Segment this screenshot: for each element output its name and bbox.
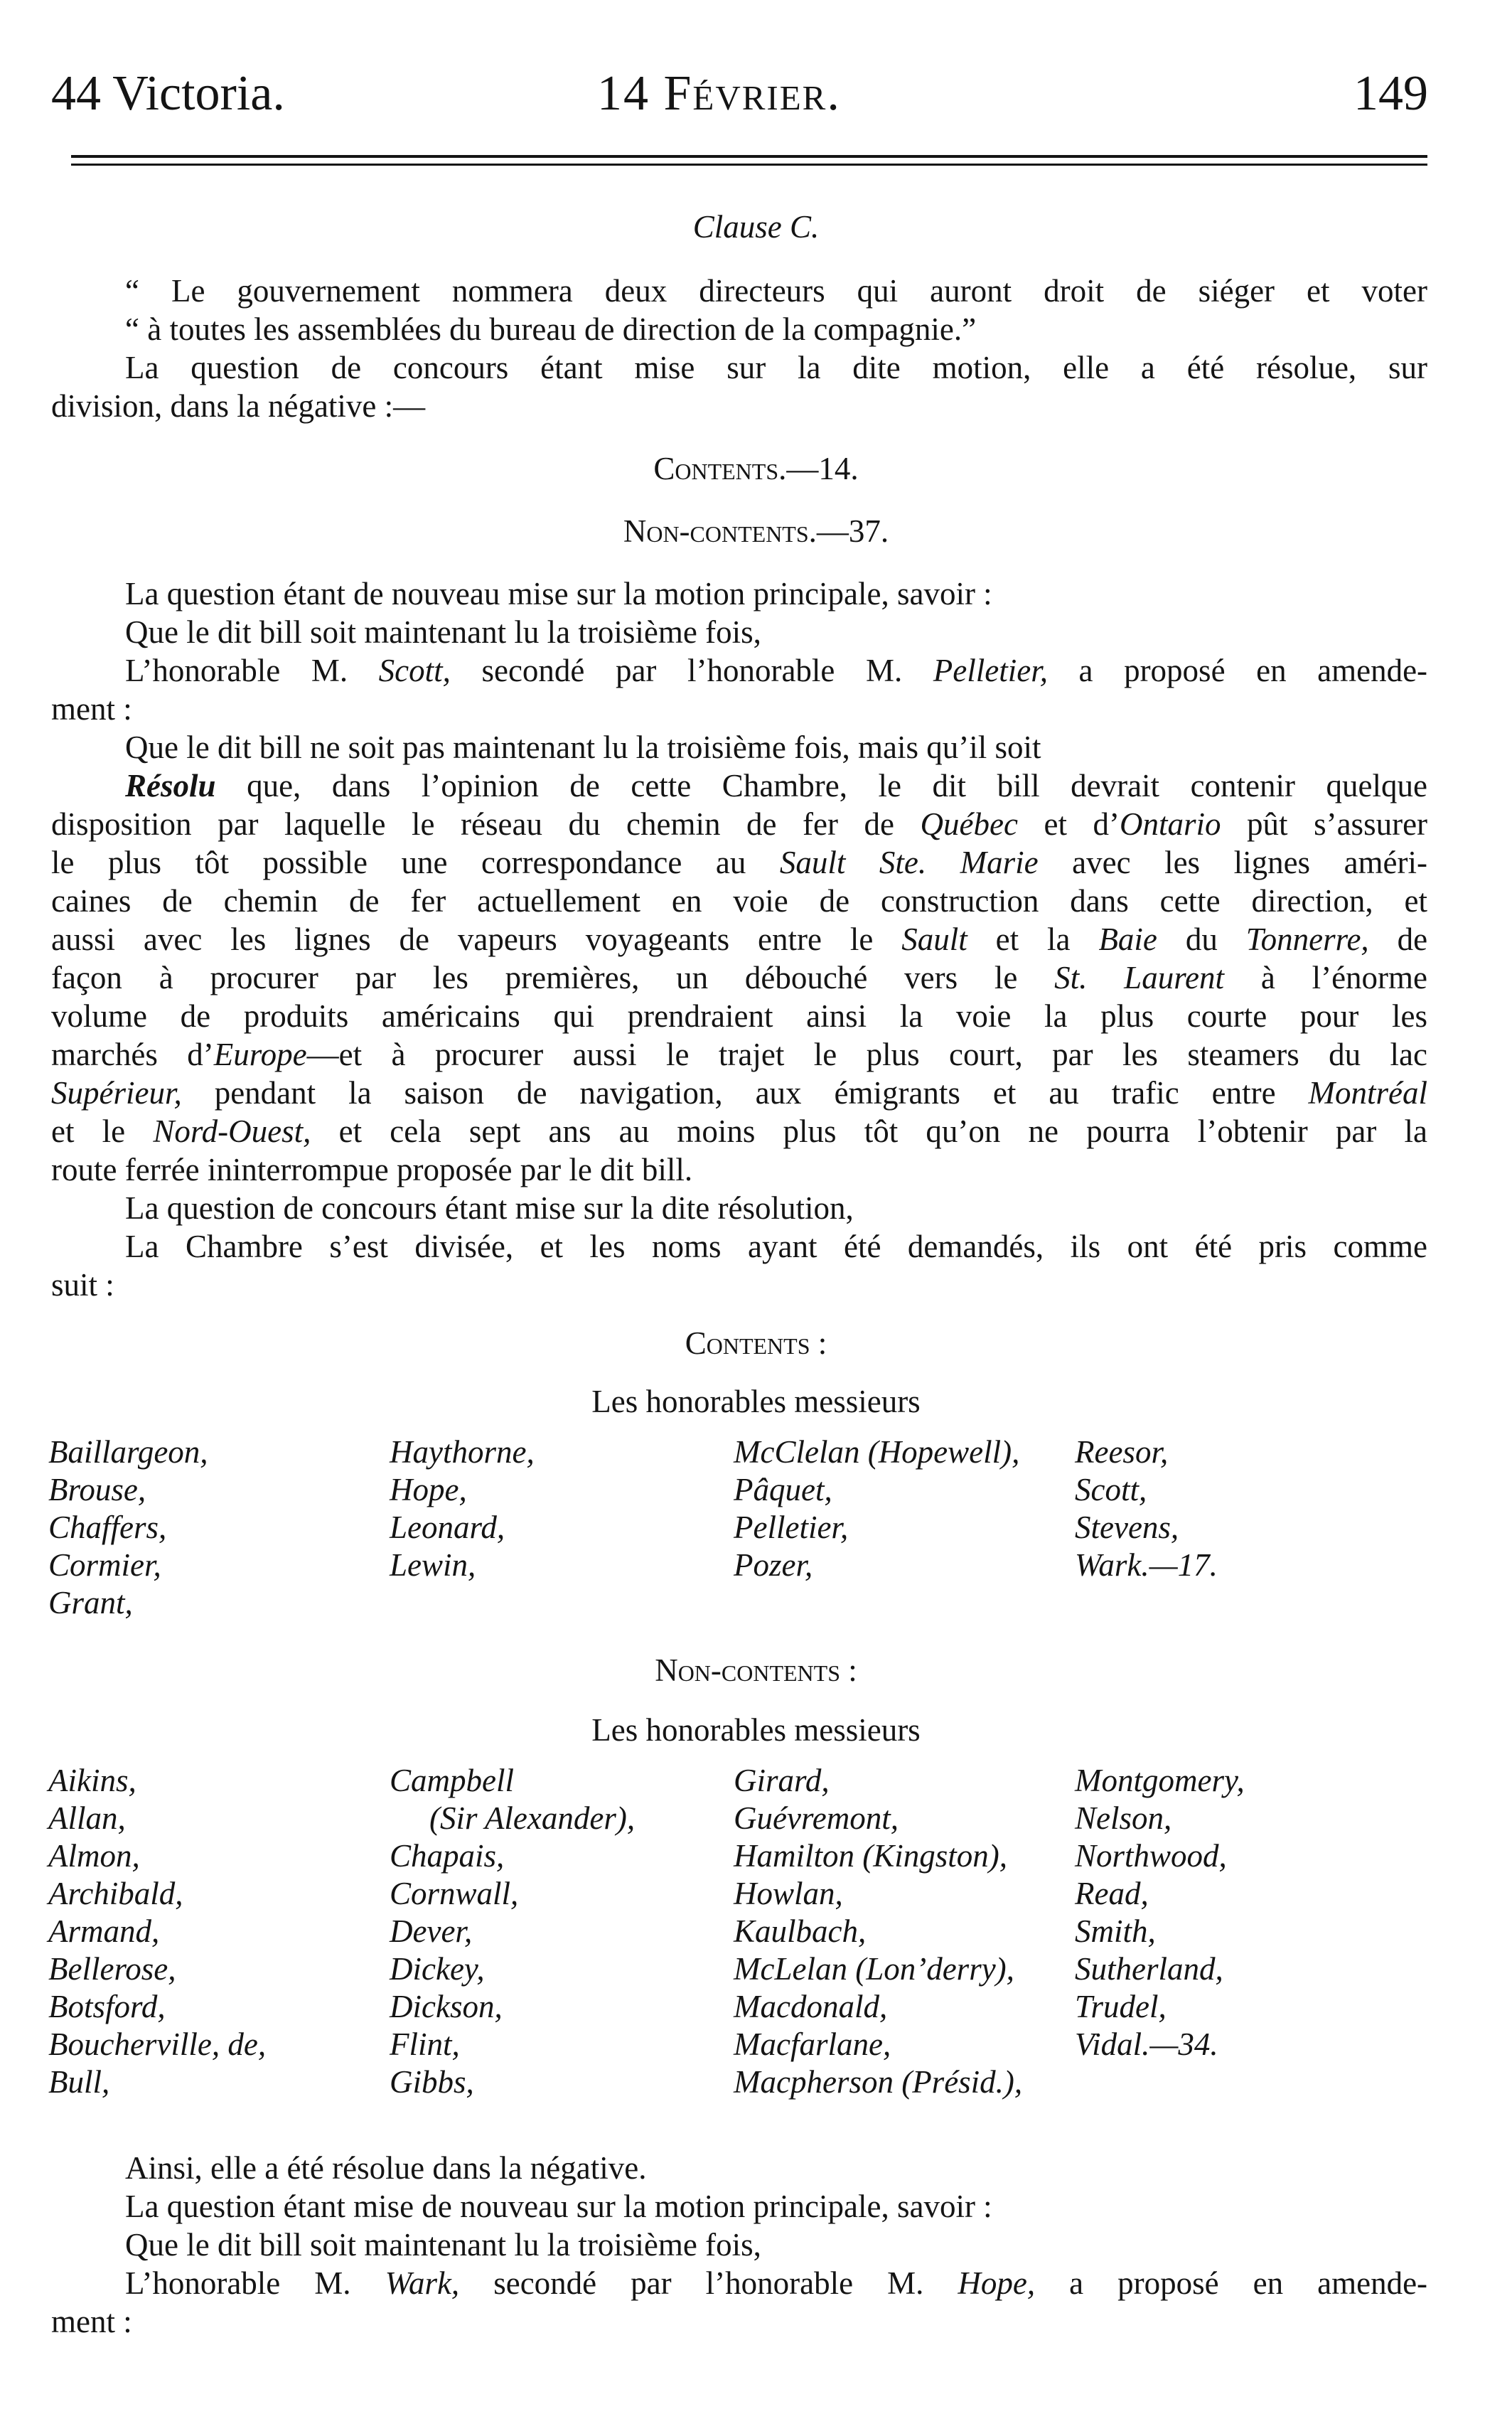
resolved-word: Résolu xyxy=(125,768,216,803)
place-name: Baie xyxy=(1098,922,1157,957)
resolution-line xyxy=(51,843,1427,882)
member-name: Bellerose, xyxy=(48,1951,176,1987)
contents-column-1 xyxy=(48,1433,208,1622)
paragraph-line: Que le dit bill ne soit pas maintenant lu la troisième fois, mais qu’il soit xyxy=(125,730,1041,765)
text: pût s’assurer xyxy=(1247,806,1427,842)
place-name: Europe xyxy=(213,1037,307,1072)
paragraph-line: La question de concours étant mise sur la dite résolution, xyxy=(125,1190,854,1226)
text: aussi avec les lignes de vapeurs voyageants entre le xyxy=(51,922,874,957)
paragraph-line: division, dans la négative :— xyxy=(51,388,426,424)
text: façon à procurer par les premières, un débouché vers le xyxy=(51,960,1018,995)
header-rule-secondary xyxy=(71,164,1427,166)
text: marchés d’ xyxy=(51,1037,214,1072)
member-name: Guévremont, xyxy=(734,1800,899,1836)
honorables-heading: Les honorables messieurs xyxy=(591,1384,921,1419)
paragraph-line: La question étant de nouveau mise sur la motion principale, savoir : xyxy=(125,576,992,611)
member-name: Montgomery, xyxy=(1075,1763,1245,1798)
member-name: Hamilton (Kingston), xyxy=(734,1838,1008,1874)
non-contents-column-3 xyxy=(734,1762,1022,2101)
member-name: Leonard, xyxy=(390,1510,505,1545)
member-name: Grant, xyxy=(48,1585,133,1620)
text: L’honorable M. xyxy=(125,653,348,688)
member-name: Macpherson (Présid.), xyxy=(734,2064,1023,2100)
resolution-line: route ferrée ininterrompue proposée par le dit bill. xyxy=(51,1152,693,1187)
paragraph-line: La Chambre s’est divisée, et les noms ayant été demandés, ils ont été pris comme xyxy=(125,1229,1427,1264)
paragraph-line: Ainsi, elle a été résolue dans la négative. xyxy=(125,2150,647,2186)
place-name: St. Laurent xyxy=(1054,960,1225,995)
member-name: Baillargeon, xyxy=(48,1434,208,1470)
contents-count: Contents.—14. xyxy=(653,451,859,486)
member-name: Dickson, xyxy=(390,1989,503,2024)
member-name: Chaffers, xyxy=(48,1510,167,1545)
place-name: Montréal xyxy=(1308,1075,1427,1111)
contents-heading: Contents : xyxy=(685,1325,827,1361)
clause-text-line: “ à toutes les assemblées du bureau de direction de la compagnie.” xyxy=(125,311,977,347)
header-rule xyxy=(71,155,1427,158)
member-name: Dever, xyxy=(390,1913,473,1949)
paragraph-line: La question étant mise de nouveau sur la motion principale, savoir : xyxy=(125,2189,992,2224)
contents-column-2 xyxy=(390,1433,535,1584)
member-name: McLelan (Lon’derry), xyxy=(734,1951,1014,1987)
honorables-heading: Les honorables messieurs xyxy=(591,1712,921,1748)
text: et cela sept ans au moins plus tôt qu’on ne pourra l’obtenir par la xyxy=(338,1113,1427,1149)
member-name: Macdonald, xyxy=(734,1989,888,2024)
paragraph-line: Que le dit bill soit maintenant lu la troisième fois, xyxy=(125,2227,761,2263)
text: pendant la saison de navigation, aux émigrants et au trafic entre xyxy=(214,1075,1276,1111)
member-name: Trudel, xyxy=(1075,1989,1167,2024)
text: a proposé en amende- xyxy=(1069,2265,1427,2301)
member-name: Scott, xyxy=(378,653,451,688)
member-name: Gibbs, xyxy=(390,2064,474,2100)
member-name: Botsford, xyxy=(48,1989,166,2024)
resolution-line xyxy=(51,805,1427,843)
member-name: Aikins, xyxy=(48,1763,136,1798)
amendment-line: ment : xyxy=(51,691,132,727)
member-name: Lewin, xyxy=(390,1547,476,1583)
text: le plus tôt possible une correspondance au xyxy=(51,845,746,880)
member-name: Macfarlane, xyxy=(734,2026,891,2062)
text: et le xyxy=(51,1113,126,1149)
member-name: Nelson, xyxy=(1075,1800,1172,1836)
member-name: Reesor, xyxy=(1075,1434,1169,1470)
resolution-line: volume de produits américains qui prendraient ainsi la voie la plus courte pour les xyxy=(51,998,1427,1034)
member-name: (Sir Alexander), xyxy=(429,1800,636,1836)
resolution-line xyxy=(51,1074,1427,1112)
resolution-line xyxy=(51,1112,1427,1150)
member-name: Chapais, xyxy=(390,1838,505,1874)
text: secondé par l’honorable M. xyxy=(481,653,903,688)
date-day: 14 xyxy=(597,66,650,121)
member-name: Northwood, xyxy=(1075,1838,1227,1874)
member-name: Boucherville, de, xyxy=(48,2026,267,2062)
member-name: Smith, xyxy=(1075,1913,1156,1949)
member-name: Hope, xyxy=(390,1472,467,1507)
place-name: Ontario xyxy=(1119,806,1221,842)
non-contents-column-2 xyxy=(390,1762,635,2101)
member-name: Stevens, xyxy=(1075,1510,1179,1545)
member-name: Armand, xyxy=(48,1913,160,1949)
non-contents-column-4 xyxy=(1075,1762,1245,2063)
resolution-line xyxy=(125,767,1427,805)
text: —et à procurer aussi le trajet le plus court, par les steamers du lac xyxy=(306,1037,1427,1072)
text: L’honorable M. xyxy=(125,2265,351,2301)
place-name: Nord-Ouest, xyxy=(153,1113,311,1149)
member-name: Cormier, xyxy=(48,1547,161,1583)
paragraph-line: La question de concours étant mise sur la dite motion, elle a été résolue, sur xyxy=(125,350,1427,385)
member-name: Pelletier, xyxy=(933,653,1048,688)
member-name: Bull, xyxy=(48,2064,110,2100)
member-name: Read, xyxy=(1075,1876,1149,1911)
member-name: Flint, xyxy=(390,2026,460,2062)
contents-column-4 xyxy=(1075,1433,1218,1584)
member-name: Pelletier, xyxy=(734,1510,849,1545)
place-name: Sault xyxy=(901,922,967,957)
text: avec les lignes améri- xyxy=(1072,845,1427,880)
non-contents-count: Non-contents.—37. xyxy=(623,513,889,549)
resolution-line xyxy=(51,1035,1427,1074)
non-contents-heading: Non-contents : xyxy=(655,1652,857,1688)
resolution-line xyxy=(51,958,1427,997)
member-name: Cornwall, xyxy=(390,1876,519,1911)
clause-title: Clause C. xyxy=(692,209,820,245)
place-name: Sault Ste. Marie xyxy=(779,845,1039,880)
member-name: Wark, xyxy=(385,2265,460,2301)
member-name: Allan, xyxy=(48,1800,126,1836)
contents-column-3 xyxy=(734,1433,1019,1584)
member-name: Dickey, xyxy=(390,1951,485,1987)
running-head-left: 44 Victoria. xyxy=(51,66,285,121)
text: disposition par laquelle le réseau du chemin de fer de xyxy=(51,806,894,842)
member-name: Pozer, xyxy=(734,1547,813,1583)
member-name: Brouse, xyxy=(48,1472,146,1507)
amendment-line xyxy=(125,651,1427,690)
text: et la xyxy=(995,922,1071,957)
member-name: Hope, xyxy=(958,2265,1036,2301)
text: que, dans l’opinion de cette Chambre, le dit bill devrait contenir quelque xyxy=(247,768,1427,803)
place-name: Tonnerre, xyxy=(1245,922,1369,957)
member-name: Pâquet, xyxy=(734,1472,832,1507)
member-name: Campbell xyxy=(390,1763,514,1798)
text: à l’énorme xyxy=(1260,960,1427,995)
text: secondé par l’honorable M. xyxy=(493,2265,924,2301)
member-name: Vidal.—34. xyxy=(1075,2026,1218,2062)
member-name: Kaulbach, xyxy=(734,1913,867,1949)
amendment-line: ment : xyxy=(51,2304,132,2339)
date-month: Février. xyxy=(663,66,841,121)
non-contents-column-1 xyxy=(48,1762,266,2101)
member-name: Sutherland, xyxy=(1075,1951,1223,1987)
member-name: Wark.—17. xyxy=(1075,1547,1218,1583)
paragraph-line: Que le dit bill soit maintenant lu la troisième fois, xyxy=(125,614,761,650)
text: et d’ xyxy=(1044,806,1120,842)
member-name: McClelan (Hopewell), xyxy=(734,1434,1020,1470)
member-name: Howlan, xyxy=(734,1876,843,1911)
resolution-line xyxy=(51,920,1427,958)
text: a proposé en amende- xyxy=(1078,653,1427,688)
resolution-line: caines de chemin de fer actuellement en voie de construction dans cette direction, et xyxy=(51,883,1427,919)
place-name: Québec xyxy=(920,806,1018,842)
member-name: Scott, xyxy=(1075,1472,1147,1507)
member-name: Archibald, xyxy=(48,1876,183,1911)
text: de xyxy=(1397,922,1427,957)
page-number: 149 xyxy=(1353,66,1428,121)
text: du xyxy=(1185,922,1218,957)
place-name: Supérieur, xyxy=(51,1075,182,1111)
paragraph-line: suit : xyxy=(51,1267,114,1303)
running-head-date xyxy=(597,65,841,122)
member-name: Girard, xyxy=(734,1763,830,1798)
member-name: Haythorne, xyxy=(390,1434,535,1470)
member-name: Almon, xyxy=(48,1838,140,1874)
amendment-line xyxy=(125,2264,1427,2302)
clause-text-line: “ Le gouvernement nommera deux directeurs qui auront droit de siéger et voter xyxy=(125,273,1427,309)
